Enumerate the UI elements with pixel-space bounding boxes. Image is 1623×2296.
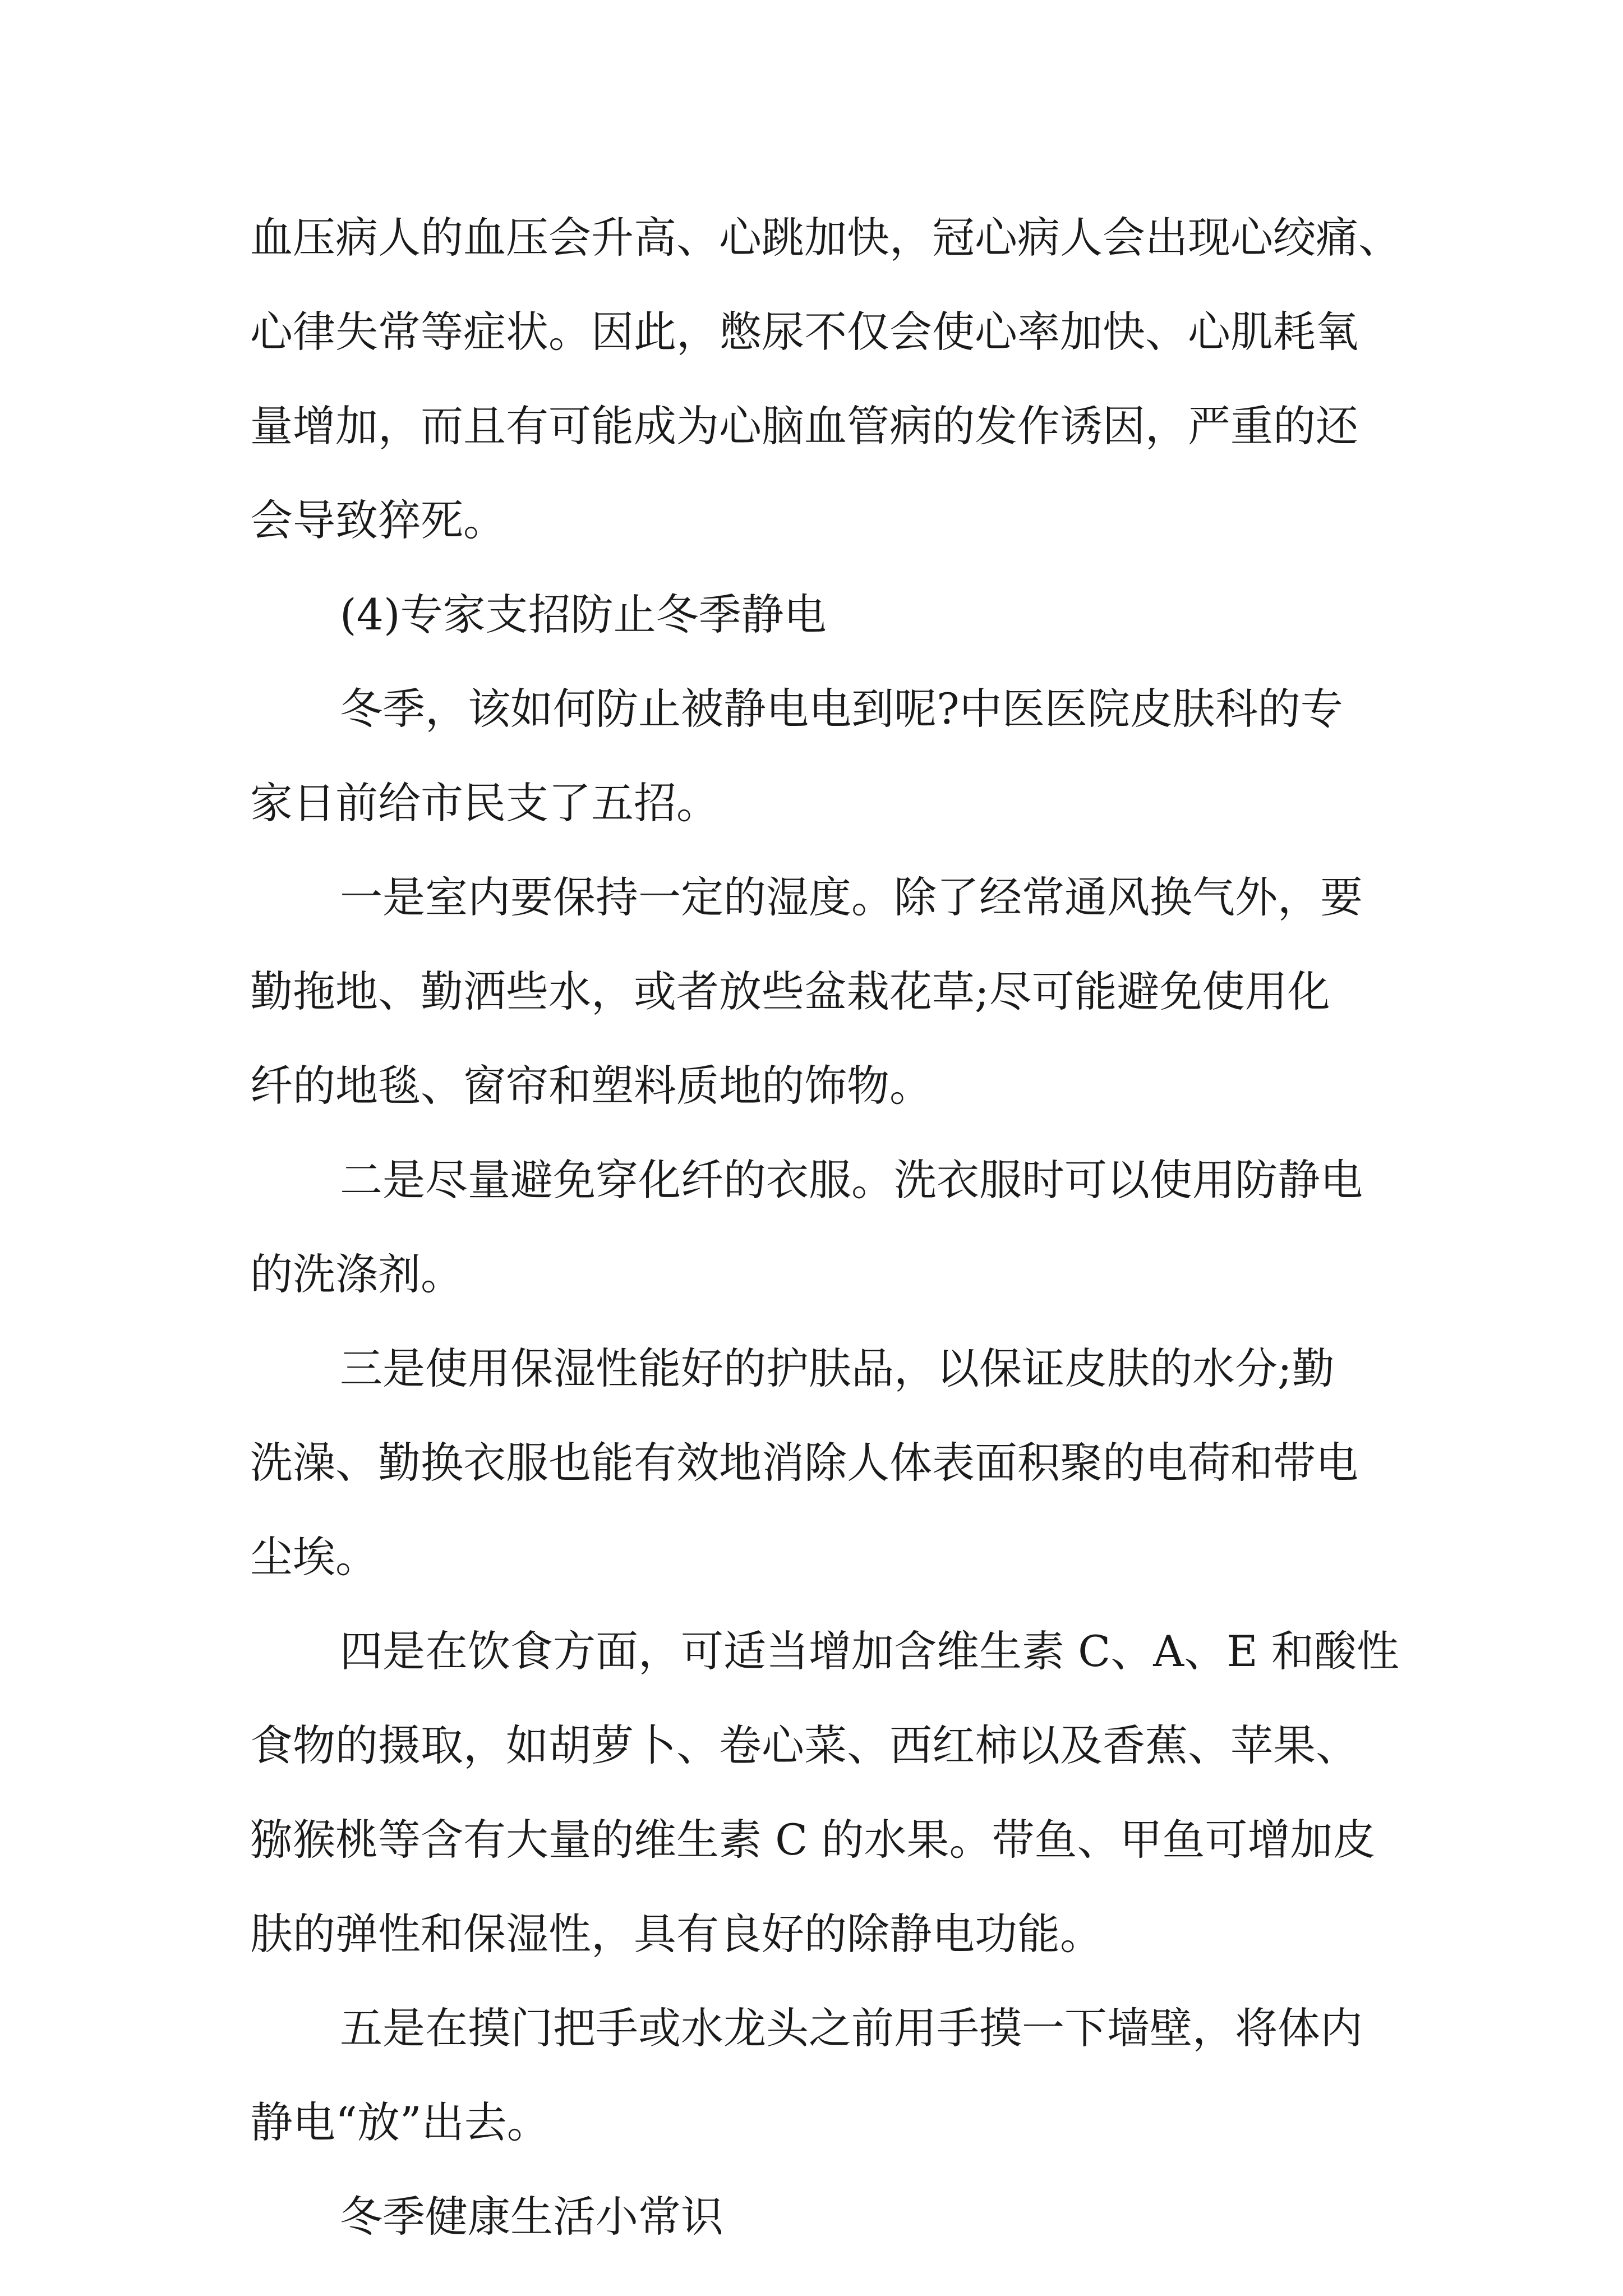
text-line: 一是室内要保持一定的湿度。除了经常通风换气外，要 (340, 872, 1363, 922)
text-line: 勤拖地、勤洒些水，或者放些盆栽花草;尽可能避免使用化 (250, 967, 1330, 1016)
text-line: 量增加，而且有可能成为心脑血管病的发作诱因，严重的还 (250, 401, 1358, 451)
text-line: 洗澡、勤换衣服也能有效地消除人体表面积聚的电荷和带电 (250, 1438, 1358, 1488)
text-line: 血压病人的血压会升高、心跳加快，冠心病人会出现心绞痛、 (250, 213, 1401, 263)
text-line: 静电“放”出去。 (250, 2097, 550, 2147)
text-line: 纤的地毯、窗帘和塑料质地的饰物。 (250, 1061, 932, 1111)
text-line: 二是尽量避免穿化纤的衣服。洗衣服时可以使用防静电 (340, 1155, 1363, 1205)
text-line: 的洗涤剂。 (250, 1249, 463, 1299)
text-line: 尘埃。 (250, 1532, 378, 1582)
text-line: 肤的弹性和保湿性，具有良好的除静电功能。 (250, 1909, 1103, 1959)
text-line: 猕猴桃等含有大量的维生素 C 的水果。带鱼、甲鱼可增加皮 (250, 1815, 1376, 1865)
text-line: 家日前给市民支了五招。 (250, 778, 719, 828)
section-heading: (4)专家支招防止冬季静电 (340, 590, 827, 639)
text-line: 四是在饮食方面，可适当增加含维生素 C、A、E 和酸性 (340, 1626, 1399, 1676)
text-line: 会导致猝死。 (250, 495, 506, 545)
section-heading: 冬季健康生活小常识 (340, 2192, 723, 2242)
text-line: 五是在摸门把手或水龙头之前用手摸一下墙壁，将体内 (340, 2003, 1363, 2053)
text-line: 食物的摄取，如胡萝卜、卷心菜、西红柿以及香蕉、苹果、 (250, 1720, 1358, 1770)
text-line: 三是使用保湿性能好的护肤品，以保证皮肤的水分;勤 (340, 1343, 1335, 1393)
text-line: 心律失常等症状。因此，憋尿不仅会使心率加快、心肌耗氧 (250, 307, 1358, 357)
text-line: 冬季，该如何防止被静电电到呢?中医医院皮肤科的专 (340, 684, 1343, 734)
document-body (250, 191, 1401, 2264)
